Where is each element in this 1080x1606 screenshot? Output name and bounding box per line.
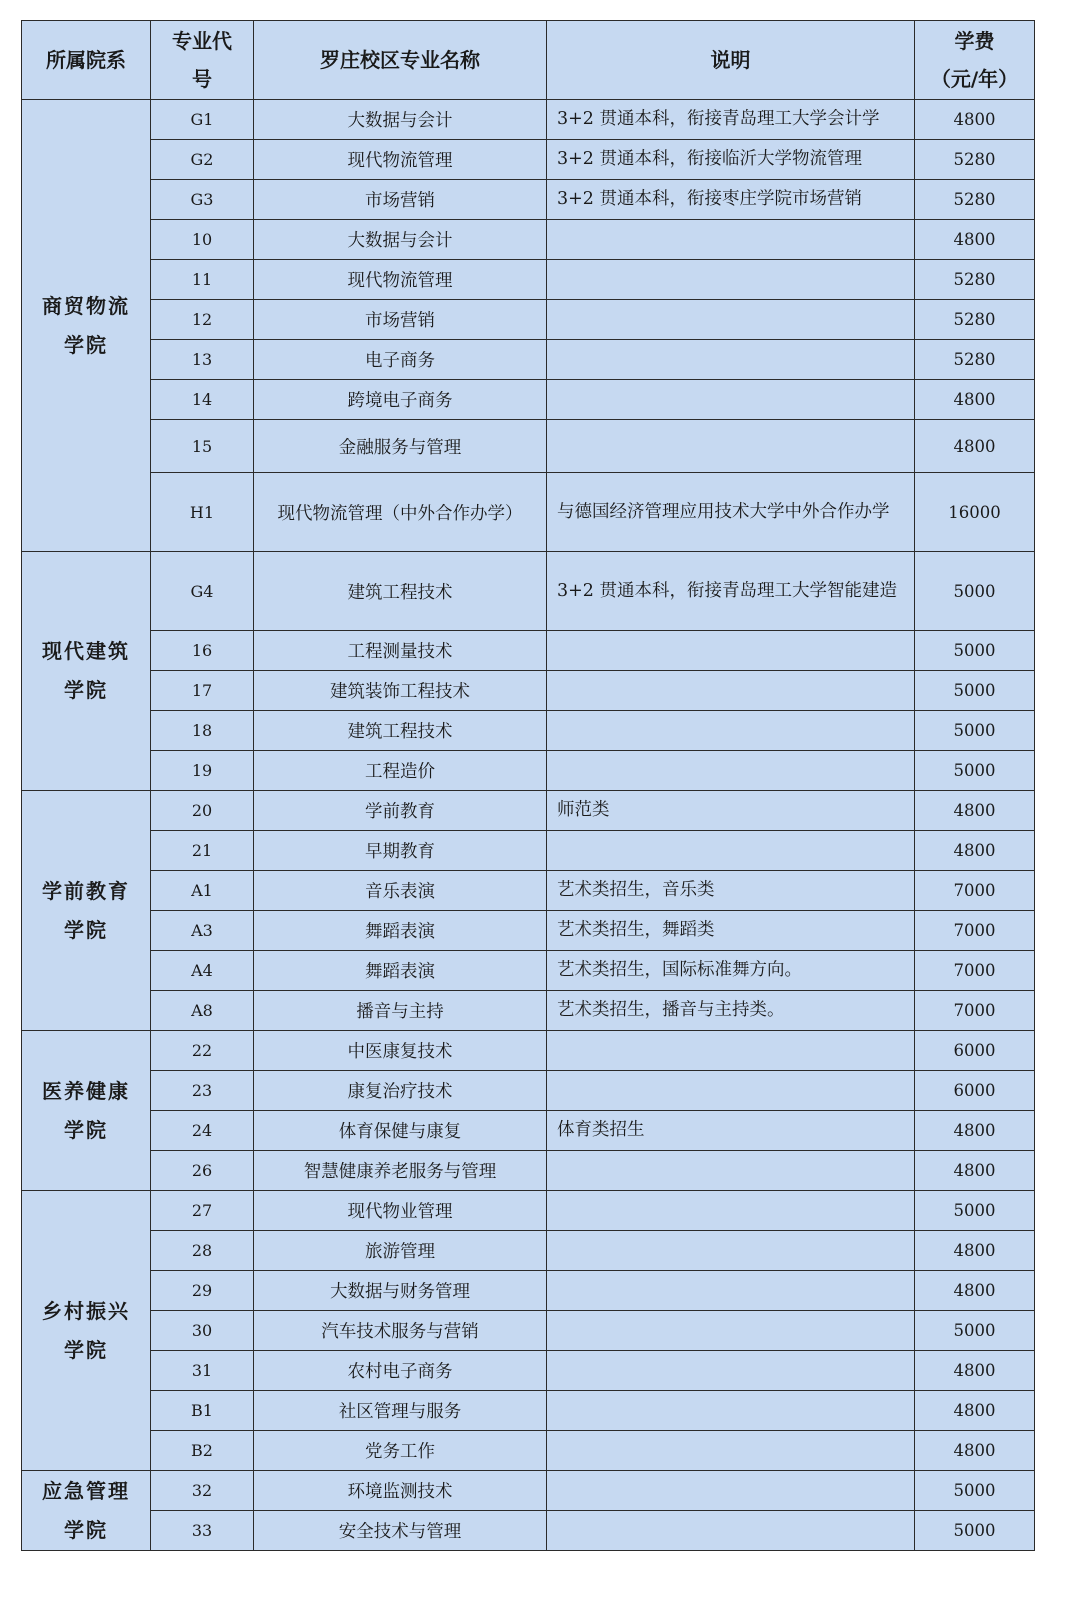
code-cell: 33 xyxy=(151,1511,254,1551)
code-cell: 21 xyxy=(151,831,254,871)
name-cell: 音乐表演 xyxy=(254,871,547,911)
header-row xyxy=(22,21,1035,100)
code-cell: 22 xyxy=(151,1031,254,1071)
table-row xyxy=(22,631,1035,671)
code-cell: 10 xyxy=(151,220,254,260)
note-cell: 3+2 贯通本科，衔接临沂大学物流管理 xyxy=(547,140,915,180)
fee-cell: 5000 xyxy=(915,711,1035,751)
header-code: 专业代 号 xyxy=(151,21,254,100)
fee-cell: 5000 xyxy=(915,671,1035,711)
fee-cell: 5000 xyxy=(915,751,1035,791)
name-cell: 大数据与会计 xyxy=(254,100,547,140)
dept-line: 学院 xyxy=(64,917,108,942)
note-cell xyxy=(547,711,915,751)
note-cell xyxy=(547,380,915,420)
note-cell xyxy=(547,1271,915,1311)
table-row xyxy=(22,951,1035,991)
dept-line: 应急管理 xyxy=(42,1478,130,1503)
table-row xyxy=(22,1231,1035,1271)
note-cell xyxy=(547,300,915,340)
fee-cell: 4800 xyxy=(915,1151,1035,1191)
note-cell: 体育类招生 xyxy=(547,1111,915,1151)
code-cell: G3 xyxy=(151,180,254,220)
fee-cell: 6000 xyxy=(915,1071,1035,1111)
table-row xyxy=(22,220,1035,260)
table-row xyxy=(22,1151,1035,1191)
name-cell: 工程测量技术 xyxy=(254,631,547,671)
table-body xyxy=(22,100,1035,1551)
table-row xyxy=(22,260,1035,300)
dept-line: 商贸物流 xyxy=(42,293,130,318)
dept-cell xyxy=(22,552,151,791)
table-row xyxy=(22,711,1035,751)
name-cell: 农村电子商务 xyxy=(254,1351,547,1391)
code-cell: B2 xyxy=(151,1431,254,1471)
dept-line: 现代建筑 xyxy=(42,639,130,663)
code-cell: 15 xyxy=(151,420,254,473)
dept-cell xyxy=(22,791,151,1031)
table-row xyxy=(22,1351,1035,1391)
note-cell xyxy=(547,340,915,380)
name-cell: 早期教育 xyxy=(254,831,547,871)
table-row xyxy=(22,831,1035,871)
note-cell: 艺术类招生，国际标准舞方向。 xyxy=(547,951,915,991)
table-row xyxy=(22,1391,1035,1431)
note-cell xyxy=(547,831,915,871)
fee-cell: 4800 xyxy=(915,420,1035,473)
name-cell: 建筑工程技术 xyxy=(254,711,547,751)
name-cell: 社区管理与服务 xyxy=(254,1391,547,1431)
table-row xyxy=(22,871,1035,911)
table-row xyxy=(22,552,1035,631)
fee-cell: 5000 xyxy=(915,1311,1035,1351)
code-cell: 16 xyxy=(151,631,254,671)
fee-cell: 5280 xyxy=(915,260,1035,300)
code-cell: 19 xyxy=(151,751,254,791)
name-cell: 舞蹈表演 xyxy=(254,951,547,991)
code-cell: 23 xyxy=(151,1071,254,1111)
note-cell xyxy=(547,1191,915,1231)
table-row xyxy=(22,1511,1035,1551)
fee-cell: 6000 xyxy=(915,1031,1035,1071)
table-row xyxy=(22,340,1035,380)
name-cell: 播音与主持 xyxy=(254,991,547,1031)
code-cell: 11 xyxy=(151,260,254,300)
code-cell: G1 xyxy=(151,100,254,140)
header-name: 罗庄校区专业名称 xyxy=(254,21,547,100)
note-cell xyxy=(547,1151,915,1191)
note-cell xyxy=(547,1511,915,1551)
note-cell xyxy=(547,1071,915,1111)
fee-cell: 5000 xyxy=(915,552,1035,631)
header-dept: 所属院系 xyxy=(22,21,151,100)
code-cell: H1 xyxy=(151,473,254,552)
fee-cell: 5280 xyxy=(915,300,1035,340)
code-cell: 27 xyxy=(151,1191,254,1231)
table-row xyxy=(22,1071,1035,1111)
table-row xyxy=(22,1031,1035,1071)
fee-cell: 4800 xyxy=(915,1431,1035,1471)
name-cell: 市场营销 xyxy=(254,180,547,220)
note-cell: 师范类 xyxy=(547,791,915,831)
table-row xyxy=(22,671,1035,711)
code-cell: 32 xyxy=(151,1471,254,1511)
code-cell: A1 xyxy=(151,871,254,911)
code-cell: 29 xyxy=(151,1271,254,1311)
name-cell: 现代物业管理 xyxy=(254,1191,547,1231)
note-cell: 艺术类招生，音乐类 xyxy=(547,871,915,911)
note-cell xyxy=(547,1351,915,1391)
table-row xyxy=(22,100,1035,140)
table-row xyxy=(22,300,1035,340)
note-cell xyxy=(547,631,915,671)
name-cell: 旅游管理 xyxy=(254,1231,547,1271)
code-cell: 26 xyxy=(151,1151,254,1191)
table-row xyxy=(22,140,1035,180)
fee-cell: 7000 xyxy=(915,871,1035,911)
fee-cell: 5280 xyxy=(915,140,1035,180)
name-cell: 康复治疗技术 xyxy=(254,1071,547,1111)
fee-cell: 4800 xyxy=(915,1231,1035,1271)
note-cell xyxy=(547,220,915,260)
name-cell: 工程造价 xyxy=(254,751,547,791)
header-note: 说明 xyxy=(547,21,915,100)
name-cell: 中医康复技术 xyxy=(254,1031,547,1071)
dept-line: 学院 xyxy=(64,1517,108,1542)
fee-cell: 4800 xyxy=(915,1271,1035,1311)
name-cell: 跨境电子商务 xyxy=(254,380,547,420)
name-cell: 现代物流管理 xyxy=(254,260,547,300)
name-cell: 建筑装饰工程技术 xyxy=(254,671,547,711)
name-cell: 电子商务 xyxy=(254,340,547,380)
code-cell: A3 xyxy=(151,911,254,951)
note-cell: 艺术类招生，舞蹈类 xyxy=(547,911,915,951)
note-cell xyxy=(547,751,915,791)
code-cell: 12 xyxy=(151,300,254,340)
dept-line: 学院 xyxy=(64,1117,108,1142)
name-cell: 现代物流管理（中外合作办学） xyxy=(254,473,547,552)
name-cell: 建筑工程技术 xyxy=(254,552,547,631)
note-cell xyxy=(547,1431,915,1471)
table-row xyxy=(22,1191,1035,1231)
fee-cell: 5280 xyxy=(915,340,1035,380)
fee-cell: 4800 xyxy=(915,380,1035,420)
note-cell: 与德国经济管理应用技术大学中外合作办学 xyxy=(547,473,915,552)
fee-cell: 4800 xyxy=(915,1111,1035,1151)
note-cell xyxy=(547,1231,915,1271)
fee-cell: 7000 xyxy=(915,951,1035,991)
name-cell: 大数据与财务管理 xyxy=(254,1271,547,1311)
note-cell xyxy=(547,1031,915,1071)
dept-line: 学前教育 xyxy=(42,878,130,903)
code-cell: 18 xyxy=(151,711,254,751)
dept-line: 医养健康 xyxy=(42,1078,130,1103)
fee-cell: 4800 xyxy=(915,791,1035,831)
code-cell: A8 xyxy=(151,991,254,1031)
dept-cell xyxy=(22,1471,151,1551)
name-cell: 安全技术与管理 xyxy=(254,1511,547,1551)
note-cell xyxy=(547,671,915,711)
fee-cell: 4800 xyxy=(915,1351,1035,1391)
name-cell: 环境监测技术 xyxy=(254,1471,547,1511)
code-cell: B1 xyxy=(151,1391,254,1431)
dept-line: 乡村振兴 xyxy=(42,1298,130,1323)
fee-cell: 5000 xyxy=(915,1471,1035,1511)
table-row xyxy=(22,473,1035,552)
dept-line: 学院 xyxy=(64,678,108,702)
note-cell xyxy=(547,260,915,300)
name-cell: 体育保健与康复 xyxy=(254,1111,547,1151)
table-row xyxy=(22,791,1035,831)
table-row xyxy=(22,1271,1035,1311)
fee-cell: 5000 xyxy=(915,631,1035,671)
code-cell: 14 xyxy=(151,380,254,420)
code-cell: 30 xyxy=(151,1311,254,1351)
note-cell: 3+2 贯通本科，衔接枣庄学院市场营销 xyxy=(547,180,915,220)
code-cell: 13 xyxy=(151,340,254,380)
note-cell: 3+2 贯通本科，衔接青岛理工大学智能建造 xyxy=(547,552,915,631)
code-cell: 20 xyxy=(151,791,254,831)
fee-cell: 5000 xyxy=(915,1191,1035,1231)
code-cell: G4 xyxy=(151,552,254,631)
fee-cell: 5280 xyxy=(915,180,1035,220)
note-cell xyxy=(547,1391,915,1431)
fee-cell: 4800 xyxy=(915,100,1035,140)
name-cell: 学前教育 xyxy=(254,791,547,831)
code-cell: 24 xyxy=(151,1111,254,1151)
fee-cell: 4800 xyxy=(915,1391,1035,1431)
name-cell: 市场营销 xyxy=(254,300,547,340)
dept-cell xyxy=(22,100,151,552)
table-row xyxy=(22,911,1035,951)
name-cell: 智慧健康养老服务与管理 xyxy=(254,1151,547,1191)
fee-cell: 4800 xyxy=(915,831,1035,871)
name-cell: 汽车技术服务与营销 xyxy=(254,1311,547,1351)
table-row xyxy=(22,420,1035,473)
code-cell: 28 xyxy=(151,1231,254,1271)
name-cell: 舞蹈表演 xyxy=(254,911,547,951)
code-cell: 17 xyxy=(151,671,254,711)
note-cell xyxy=(547,1311,915,1351)
table-row xyxy=(22,1311,1035,1351)
name-cell: 大数据与会计 xyxy=(254,220,547,260)
dept-line: 学院 xyxy=(64,332,108,357)
table-row xyxy=(22,751,1035,791)
code-cell: A4 xyxy=(151,951,254,991)
dept-cell xyxy=(22,1031,151,1191)
note-cell xyxy=(547,420,915,473)
name-cell: 金融服务与管理 xyxy=(254,420,547,473)
note-cell: 艺术类招生，播音与主持类。 xyxy=(547,991,915,1031)
dept-line: 学院 xyxy=(64,1337,108,1362)
code-cell: G2 xyxy=(151,140,254,180)
table-row xyxy=(22,1111,1035,1151)
name-cell: 现代物流管理 xyxy=(254,140,547,180)
note-cell: 3+2 贯通本科，衔接青岛理工大学会计学 xyxy=(547,100,915,140)
dept-cell xyxy=(22,1191,151,1471)
table-row xyxy=(22,180,1035,220)
table-row xyxy=(22,380,1035,420)
fee-cell: 4800 xyxy=(915,220,1035,260)
header-fee: 学费 （元/年） xyxy=(915,21,1035,100)
note-cell xyxy=(547,1471,915,1511)
name-cell: 党务工作 xyxy=(254,1431,547,1471)
fee-cell: 7000 xyxy=(915,911,1035,951)
table-row xyxy=(22,991,1035,1031)
table-row xyxy=(22,1431,1035,1471)
majors-table xyxy=(21,20,1035,1551)
fee-cell: 16000 xyxy=(915,473,1035,552)
fee-cell: 5000 xyxy=(915,1511,1035,1551)
table-row xyxy=(22,1471,1035,1511)
fee-cell: 7000 xyxy=(915,991,1035,1031)
code-cell: 31 xyxy=(151,1351,254,1391)
